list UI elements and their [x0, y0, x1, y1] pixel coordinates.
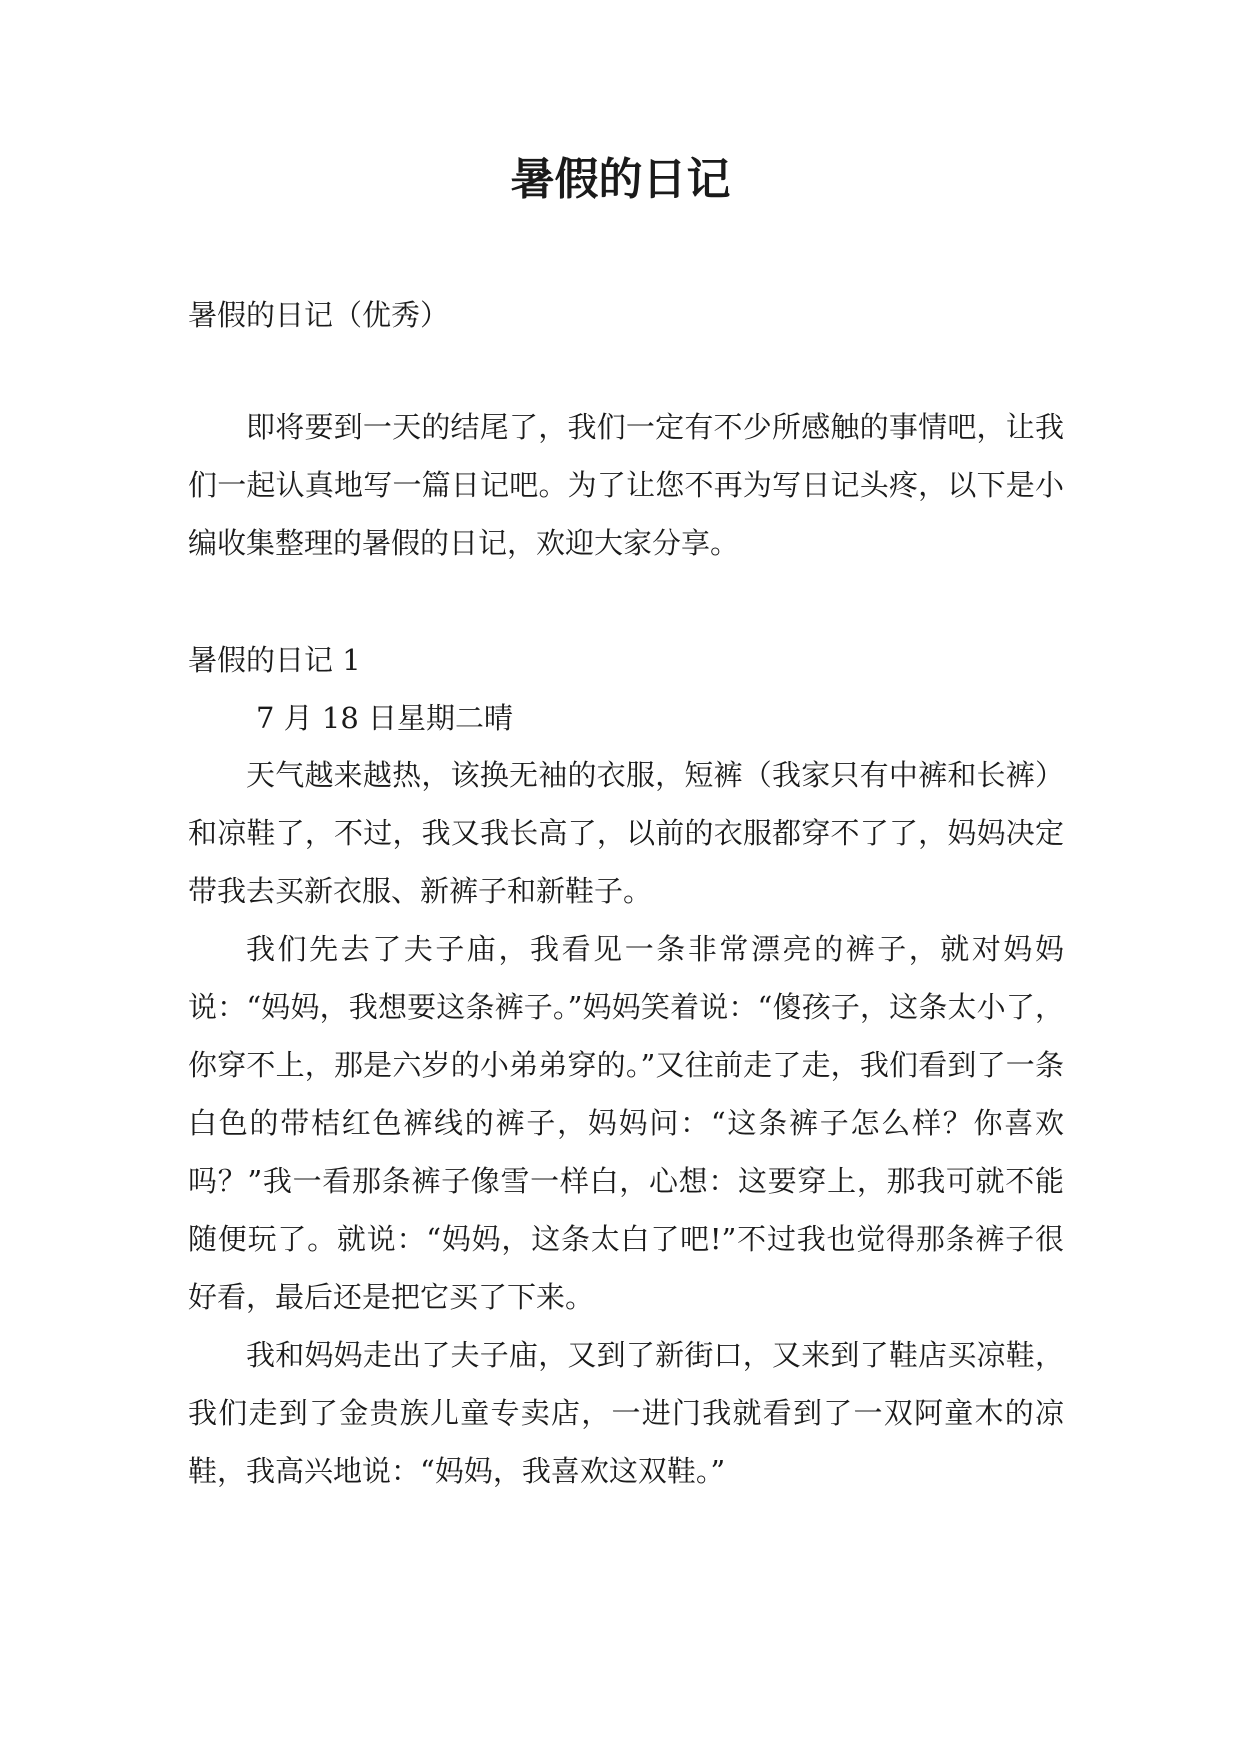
intro-paragraph: 即将要到一天的结尾了，我们一定有不少所感触的事情吧，让我们一起认真地写一篇日记吧。为了让您不再为写日记头疼，以下是小编收集整理的暑假的日记，欢迎大家分享。 — [188, 410, 1064, 560]
body-paragraph: 我和妈妈走出了夫子庙，又到了新街口，又来到了鞋店买凉鞋，我们走到了金贵族儿童专卖店，一进门我就看到了一双阿童木的凉鞋，我高兴地说：“妈妈，我喜欢这双鞋。” — [188, 1338, 1064, 1488]
document-title: 暑假的日记 — [510, 154, 731, 205]
document-subtitle: 暑假的日记（优秀） — [188, 298, 450, 332]
body-paragraph: 我们先去了夫子庙，我看见一条非常漂亮的裤子，就对妈妈说：“妈妈，我想要这条裤子。”妈妈笑着说：“傻孩子，这条太小了，你穿不上，那是六岁的小弟弟穿的。”又往前走了走，我们看到了一条白色的带桔红色裤线的裤子，妈妈问：“这条裤子怎么样？你喜欢吗？”我一看那条裤子像雪一样白，心想：这要穿上，那我可就不能随便玩了。就说：“妈妈，这条太白了吧!”不过我也觉得那条裤子很好看，最后还是把它买了下来。 — [188, 932, 1064, 1314]
intro-block — [188, 398, 1064, 572]
entry-date: 7 月 18 日星期二晴 — [256, 701, 514, 735]
body-paragraph: 天气越来越热，该换无袖的衣服，短裤（我家只有中裤和长裤）和凉鞋了，不过，我又我长高了，以前的衣服都穿不了了，妈妈决定带我去买新衣服、新裤子和新鞋子。 — [188, 758, 1064, 908]
diary-body — [188, 746, 1064, 1500]
section-heading: 暑假的日记 1 — [188, 643, 361, 677]
